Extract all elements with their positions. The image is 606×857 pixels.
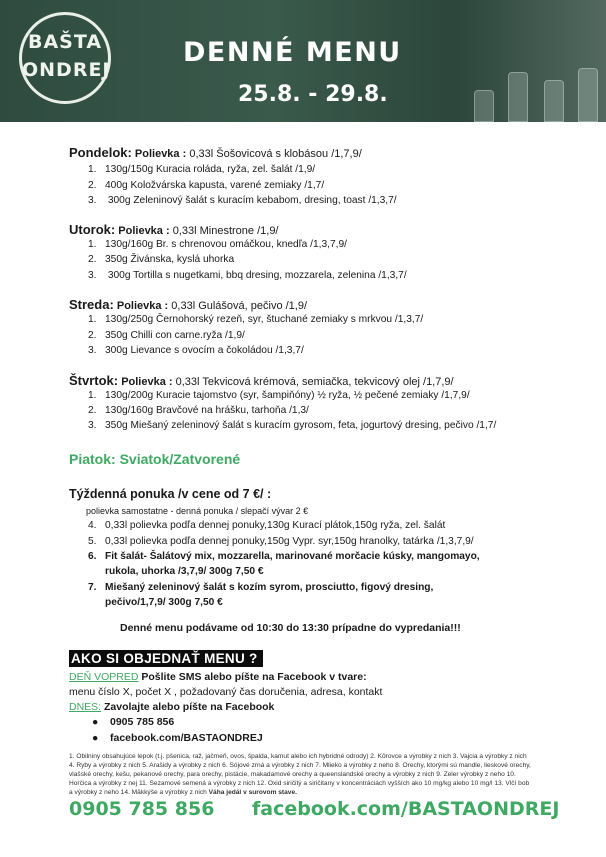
menu-item: 2. 130g/160g Bravčové na hrášku, tarhoňa /1,3/ xyxy=(88,405,309,416)
menu-item: 3. 350g Miešaný zeleninový šalát s kuracím gyrosom, feta, jogurtový dresing, pečivo /1,7/ xyxy=(88,420,497,431)
weekly-item: 6. Fit šalát- Šalátový mix, mozzarella, marinované morčacie kúsky, mangomayo, xyxy=(88,551,480,562)
day-heading-wednesday xyxy=(69,297,307,312)
contact-phone[interactable]: ● 0905 785 856 xyxy=(92,716,175,728)
logo-line1: BAŠTA xyxy=(27,31,103,53)
day-name: Streda: xyxy=(69,297,114,312)
logo xyxy=(19,12,111,104)
menu-item: 1. 130g/250g Černohorský rezeň, syr, štuchané zemiaky s mrkvou /1,3,7/ xyxy=(88,314,424,325)
serving-hours: Denné menu podávame od 10:30 do 13:30 prípadne do vypredania!!! xyxy=(120,622,461,634)
today-label: DNES: xyxy=(69,701,102,713)
menu-item: 3. 300g Zeleninový šalát s kuracím kebabom, dresing, toast /1,3,7/ xyxy=(88,195,397,206)
weekly-item: 7. Miešaný zeleninový šalát s kozím syrom, prosciutto, figový dresing, xyxy=(88,582,434,593)
soup-text: 0,33l Minestrone /1,9/ xyxy=(172,225,279,237)
date-range: 25.8. - 29.8. xyxy=(238,82,388,107)
allergen-line: 4. Ryby a výrobky z nich 5. Arašidy a výrobky z nich 6. Sójové zrná a výrobky z nich 7. Mlieko a výrobky z neho 8. Orechy, ktorými sú mandle, lieskové orechy, xyxy=(69,762,531,769)
menu-item: 2. 350g Chilli con carne.ryža /1,9/ xyxy=(88,330,245,341)
order-format: menu číslo X, počet X , požadovaný čas doručenia, adresa, kontakt xyxy=(69,686,383,698)
soup-label: Polievka : xyxy=(118,225,170,237)
soup-text: 0,33l Šošovicová s klobásou /1,7,9/ xyxy=(189,148,362,160)
day-heading-monday xyxy=(69,145,362,160)
day-name: Utorok: xyxy=(69,222,116,237)
order-heading: AKO SI OBJEDNAŤ MENU ? xyxy=(69,650,263,667)
menu-item: 2. 350g Živánska, kyslá uhorka xyxy=(88,254,235,265)
day-heading-tuesday xyxy=(69,222,279,237)
soup-label: Polievka : xyxy=(116,300,169,312)
logo-line2: ONDREJ xyxy=(22,59,111,81)
contact-facebook[interactable]: ● facebook.com/BASTAONDREJ xyxy=(92,732,263,744)
weekly-item: 5. 0,33l polievka podľa dennej ponuky,150g Vypr. syr,150g hranolky, tatárka /1,3,7,9/ xyxy=(88,536,474,547)
bottles-decoration xyxy=(466,60,606,122)
day-heading-thursday xyxy=(69,373,454,388)
footer-facebook[interactable]: facebook.com/BASTAONDREJ xyxy=(252,798,560,820)
soup-label: Polievka : xyxy=(121,376,173,388)
order-today: DNES: Zavolajte alebo píšte na Facebook xyxy=(69,701,275,713)
allergen-line: Horčica a výrobky z nej 11. Sezamové semená a výrobky z nich 12. Oxid siričitý a siričitany v koncentráciách vyšších ako 10 mg/kg alebo 10 mg/l 13. Vlčí bob xyxy=(69,780,530,787)
order-day-before: DEŇ VOPRED Pošlite SMS alebo píšte na Facebook v tvare: xyxy=(69,671,367,683)
header-banner xyxy=(0,0,606,122)
weekly-offer-subtitle: polievka samostatne - denná ponuka / slepačí vývar 2 € xyxy=(86,506,309,516)
weekly-item: 4. 0,33l polievka podľa dennej ponuky,130g Kurací plátok,150g ryža, zel. šalát xyxy=(88,520,446,531)
footer-phone[interactable]: 0905 785 856 xyxy=(69,798,215,820)
friday-closed-notice: Piatok: Sviatok/Zatvorené xyxy=(69,451,241,467)
menu-item: 3. 300g Tortilla s nugetkami, bbq dresing, mozzarela, zelenina /1,3,7/ xyxy=(88,270,407,281)
menu-item: 1. 130g/200g Kuracie tajomstvo (syr, šampiňóny) ½ ryža, ½ pečené zemiaky /1,7,9/ xyxy=(88,390,470,401)
day-before-label: DEŇ VOPRED xyxy=(69,671,139,683)
menu-item: 1. 130g/150g Kuracia roláda, ryža, zel. šalát /1,9/ xyxy=(88,164,316,175)
soup-text: 0,33l Gulášová, pečivo /1,9/ xyxy=(171,300,308,312)
weekly-offer-title: Týždenná ponuka /v cene od 7 €/ : xyxy=(69,487,272,501)
soup-label: Polievka : xyxy=(134,148,187,160)
menu-item: 2. 400g Koložvárska kapusta, varené zemiaky /1,7/ xyxy=(88,180,325,191)
day-name: Pondelok: xyxy=(69,145,132,160)
page-title: DENNÉ MENU xyxy=(183,37,402,68)
weekly-item-continued: rukola, uhorka /3,7,9/ 300g 7,50 € xyxy=(105,566,264,577)
weekly-item-continued: pečivo/1,7,9/ 300g 7,50 € xyxy=(105,597,223,608)
allergen-line: vlašské orechy, kešu, pekanové orechy, para orechy, pistácie, makadamové orechy a queenslandské orechy a výrobky z nich 9. Zeler výrobky z neho 10. xyxy=(69,771,516,778)
allergen-line: a výrobky z neho 14. Mäkkýše a výrobky z nich Váha jedál v surovom stave. xyxy=(69,789,297,796)
menu-item: 1. 130g/160g Br. s chrenovou omáčkou, knedľa /1,3,7,9/ xyxy=(88,239,347,250)
allergen-line: 1. Obilniny obsahujúce lepok (t.j. pšenica, raž, jačmeň, ovos, špalda, kamut alebo ich hybridné odrody) 2. Kôrovce a výrobky z nich 3. Vajcia a výrobky z nich xyxy=(69,753,527,760)
soup-text: 0,33l Tekvicová krémová, semiačka, tekvicový olej /1,7,9/ xyxy=(175,376,454,388)
menu-item: 3. 300g Lievance s ovocím a čokoládou /1,3,7/ xyxy=(88,345,304,356)
day-name: Štvrtok: xyxy=(69,373,119,388)
